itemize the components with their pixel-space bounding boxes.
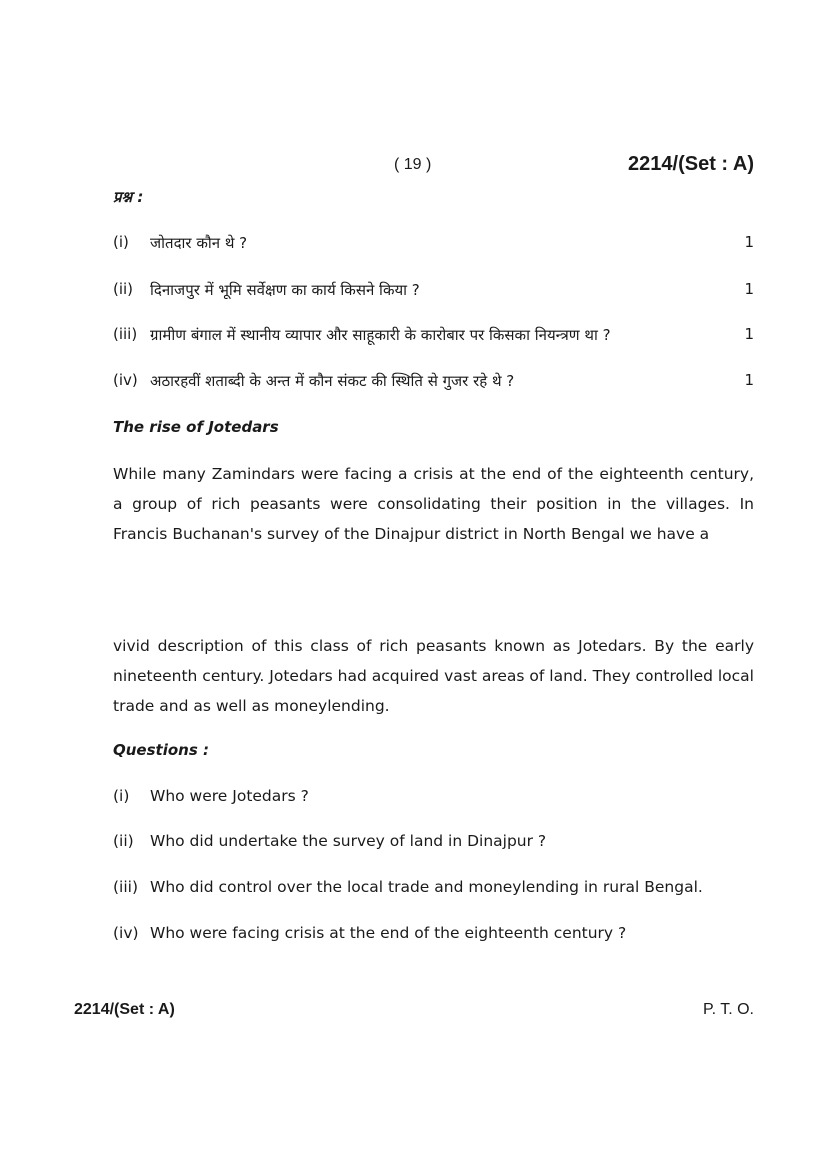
english-question-2 xyxy=(113,832,754,856)
hindi-questions-heading: प्रश्न : xyxy=(113,188,144,206)
question-marks: 1 xyxy=(744,325,754,343)
hindi-question-4 xyxy=(113,371,754,395)
passage-title: The rise of Jotedars xyxy=(113,418,279,436)
hindi-question-1 xyxy=(113,233,754,257)
please-turn-over: P. T. O. xyxy=(703,1001,754,1018)
question-marks: 1 xyxy=(744,233,754,251)
question-marks: 1 xyxy=(744,371,754,389)
page-number: ( 19 ) xyxy=(394,156,432,173)
question-number: (ii) xyxy=(113,280,134,298)
question-number: (ii) xyxy=(113,832,134,850)
english-questions-heading: Questions : xyxy=(113,741,209,759)
english-question-1 xyxy=(113,787,754,811)
question-number: (iv) xyxy=(113,924,139,942)
question-number: (iv) xyxy=(113,371,138,389)
question-text: Who did control over the local trade and moneylending in rural Bengal. xyxy=(150,878,703,896)
question-text: Who did undertake the survey of land in Dinajpur ? xyxy=(150,832,547,850)
question-text: जोतदार कौन थे ? xyxy=(150,234,248,252)
passage-paragraph-1: While many Zamindars were facing a crisis at the end of the eighteenth century, a group of rich peasants were consolidating their position in the villages. In Francis Buchanan's survey of the Dinajpur district in North Bengal we have a xyxy=(113,465,754,543)
passage-paragraph-2: vivid description of this class of rich peasants known as Jotedars. By the early nineteenth century. Jotedars had acquired vast areas of land. They controlled local trade and as well as moneylending. xyxy=(113,637,754,715)
paper-code-header: 2214/(Set : A) xyxy=(628,153,754,175)
question-text: अठारहवीं शताब्दी के अन्त में कौन संकट की स्थिति से गुजर रहे थे ? xyxy=(150,372,515,390)
hindi-question-2 xyxy=(113,280,754,304)
question-marks: 1 xyxy=(744,280,754,298)
hindi-question-3 xyxy=(113,325,754,349)
english-question-4 xyxy=(113,924,754,948)
question-text: ग्रामीण बंगाल में स्थानीय व्यापार और साहूकारी के कारोबार पर किसका नियन्त्रण था ? xyxy=(150,326,611,344)
question-text: Who were Jotedars ? xyxy=(150,787,309,805)
question-text: Who were facing crisis at the end of the eighteenth century ? xyxy=(150,924,627,942)
question-number: (i) xyxy=(113,787,130,805)
english-question-3 xyxy=(113,878,754,902)
question-text: दिनाजपुर में भूमि सर्वेक्षण का कार्य किसने किया ? xyxy=(150,281,420,299)
question-number: (iii) xyxy=(113,325,138,343)
question-number: (i) xyxy=(113,233,129,251)
question-number: (iii) xyxy=(113,878,139,896)
paper-code-footer: 2214/(Set : A) xyxy=(74,1001,175,1018)
